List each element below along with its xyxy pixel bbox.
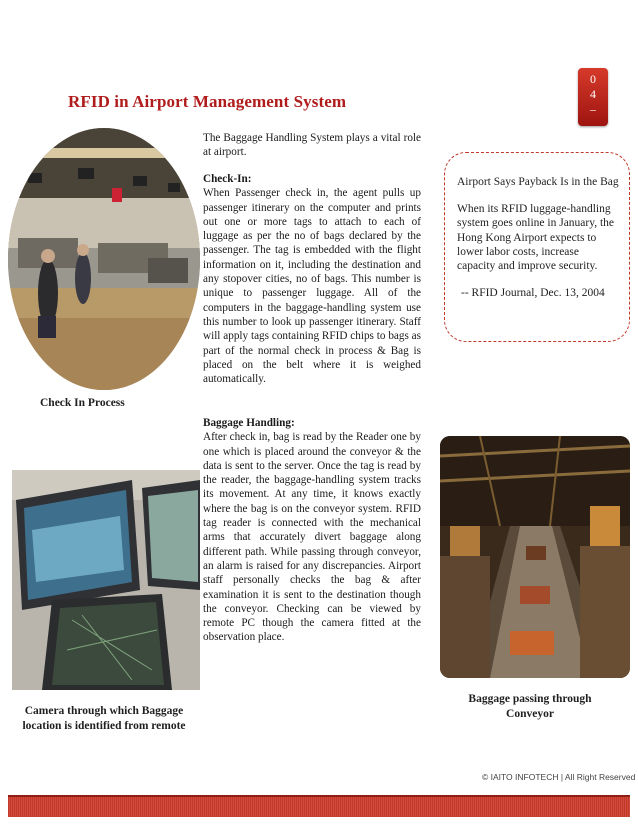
camera-photo-caption: Camera through which Baggage location is identified from remote <box>22 705 186 732</box>
baggage-section <box>203 416 421 645</box>
page-tab-digit-2: 4 <box>590 87 596 101</box>
checkin-heading: Check-In: <box>203 173 252 185</box>
page-tab-digit-1: 0 <box>590 72 596 86</box>
page-number-tab <box>578 68 608 126</box>
quote-callout <box>444 152 630 342</box>
checkin-text: When Passenger check in, the agent pulls up passenger itinerary on the computer and prints out one or more tags to attach to each of luggage as per the no of bags declared by the passenger. The tag is embedded with the flight information on it, including the destination and any stopover cities, no of bags. This number is unique to passenger luggage. All of the computers in the baggage-handling system use this number to look up passenger itinerary. Staff will apply tags containing RFID chips to bags as part of the normal check in process & Bag is placed on the belt where it is weighed automatically. <box>203 187 421 386</box>
conveyor-photo <box>440 436 630 678</box>
footer-copyright: © IAITO INFOTECH | All Right Reserved <box>482 772 636 782</box>
footer-bar <box>8 795 630 817</box>
baggage-heading: Baggage Handling: <box>203 417 295 429</box>
camera-photo <box>12 470 200 690</box>
page-title: RFID in Airport Management System <box>68 92 347 111</box>
checkin-photo <box>8 128 200 390</box>
quote-title: Airport Says Payback Is in the Bag <box>457 176 619 188</box>
quote-source: -- RFID Journal, Dec. 13, 2004 <box>461 287 605 300</box>
page-tab-dash: – <box>590 102 596 116</box>
checkin-photo-caption: Check In Process <box>40 397 125 409</box>
quote-body: When its RFID luggage-handling system goes online in January, the Hong Kong Airport expects to lower labor costs, increase capacity and improve security. <box>457 203 615 273</box>
intro-paragraph <box>203 131 421 160</box>
checkin-section <box>203 172 421 386</box>
conveyor-photo-caption: Baggage passing through Conveyor <box>468 693 592 720</box>
baggage-text: After check in, bag is read by the Reader one by one which is placed around the conveyor & the data is sent to the server. Once the tag is read by the reader, the baggage-handling system tracks its movement. At any time, it knows exactly where the bag is on the conveyor system. RFID tag reader is connected with the mechanical arms that accurately divert baggage along different path. While passing through conveyor, an alarm is raised for any discrepancies. Airport staff personally checks the bag & after examination it is sent to the destination though the conveyor. Checking can be viewed by remote PC though the camera fitted at the observation place. <box>203 431 421 644</box>
intro-text: The Baggage Handling System plays a vital role at airport. <box>203 132 421 159</box>
